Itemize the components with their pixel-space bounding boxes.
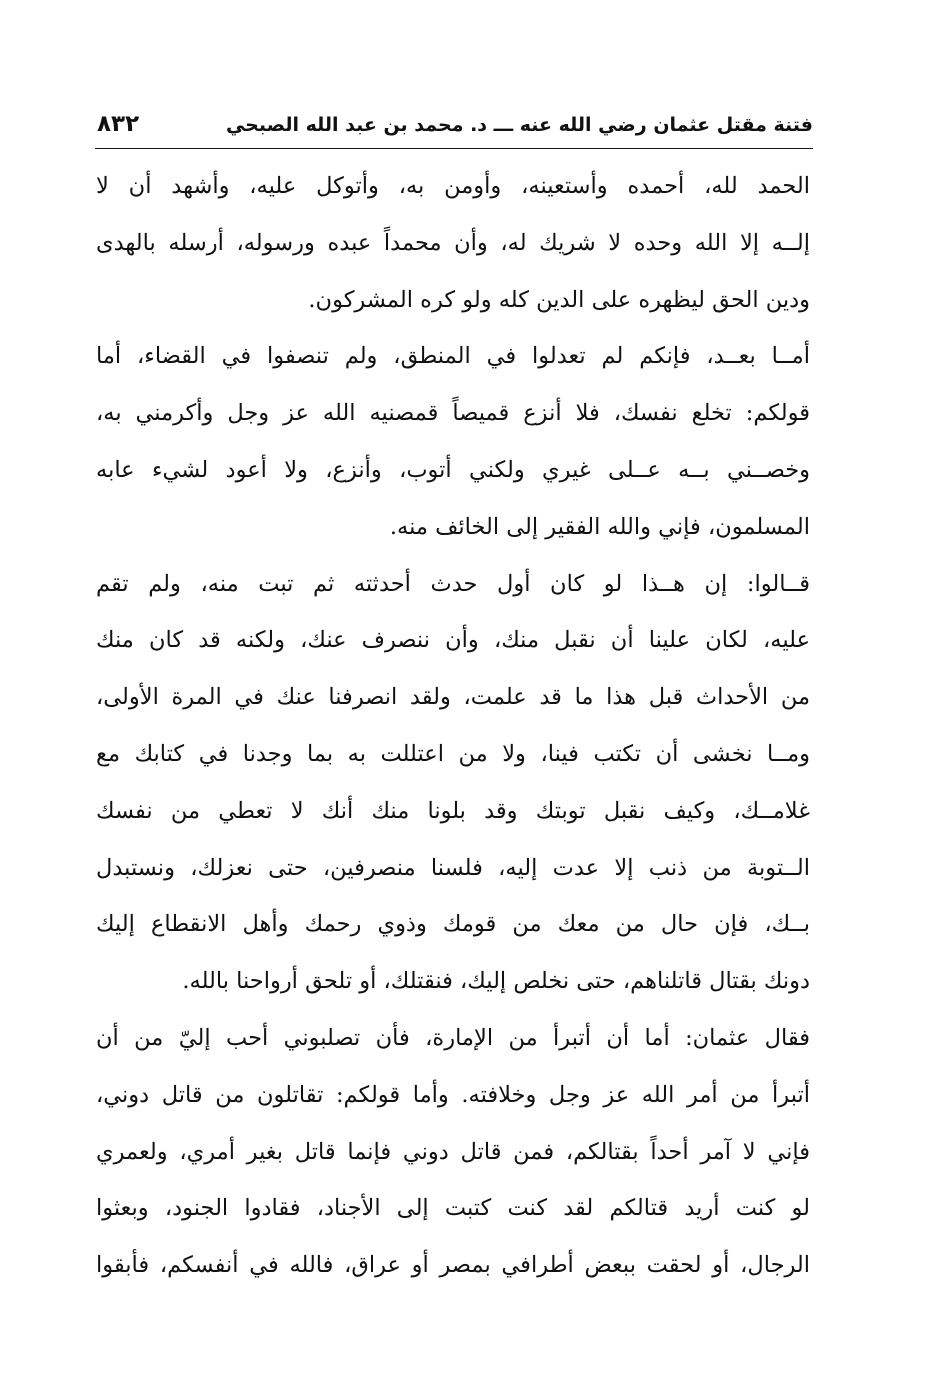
text-line: عليه، لكان علينا أن نقبل منك، وأن ننصرف عنك، ولكنه قد كان منك: [96, 627, 810, 654]
paragraph: [96, 1010, 810, 1294]
text-line: أتبرأ من أمر الله عز وجل وخلافته. وأما قولكم: تقاتلون من قاتل دوني،: [96, 1081, 810, 1108]
text-line: فإني لا آمر أحداً بقتالكم، فمن قاتل دوني فإنما قاتل بغير أمري، ولعمري: [96, 1138, 810, 1165]
page-number: ٨٣٢: [97, 111, 140, 137]
text-line: لو كنت أريد قتالكم لقد كنت كتبت إلى الأجناد، فقادوا الجنود، وبعثوا: [96, 1195, 810, 1222]
text-line: قــالوا: إن هــذا لو كان أول حدث أحدثته ثم تبت منه، ولم تقم: [96, 570, 810, 597]
paragraph: [96, 328, 810, 555]
text-line: فقال عثمان: أما أن أتبرأ من الإمارة، فأن تصلبوني أحب إليّ من أن: [96, 1024, 810, 1051]
text-line: أمــا بعــد، فإنكم لم تعدلوا في المنطق، ولم تنصفوا في القضاء، أما: [96, 343, 810, 370]
text-line: الــتوبة من ذنب إلا عدت إليه، فلسنا منصرفين، حتى نعزلك، ونستبدل: [96, 854, 810, 881]
text-line: بــك، فإن حال من معك من قومك وذوي رحمك وأهل الانقطاع إليك: [96, 911, 810, 938]
text-line: قولكم: تخلع نفسك، فلا أنزع قميصاً قمصنيه الله عز وجل وأكرمني به،: [96, 400, 810, 427]
text-line: من الأحداث قبل هذا ما قد علمت، ولقد انصرفنا عنك في المرة الأولى،: [96, 684, 810, 711]
paragraph: [96, 158, 810, 328]
header-title: فتنة مقتل عثمان رضي الله عنه ـــ د. محمد بن عبد الله الصبحي: [225, 114, 813, 136]
text-line: غلامــك، وكيف نقبل توبتك وقد بلونا منك أنك لا تعطي من نفسك: [96, 797, 810, 824]
text-line: ومــا نخشى أن تكتب فينا، ولا من اعتللت به بما وجدنا في كتابك مع: [96, 740, 810, 767]
text-line: المسلمون، فإني والله الفقير إلى الخائف منه.: [389, 513, 810, 540]
paragraph: [96, 556, 810, 1010]
body-text: [96, 158, 810, 1294]
text-line: الحمد لله، أحمده وأستعينه، وأومن به، وأتوكل عليه، وأشهد أن لا: [96, 173, 810, 199]
text-line: دونك بقتال قاتلناهم، حتى نخلص إليك، فنقتلك، أو تلحق أرواحنا بالله.: [182, 968, 810, 995]
text-line: إلــه إلا الله وحده لا شريك له، وأن محمداً عبده ورسوله، أرسله بالهدى: [96, 229, 810, 256]
text-line: الرجال، أو لحقت ببعض أطرافي بمصر أو عراق، فالله في أنفسكم، فأبقوا: [96, 1252, 810, 1279]
text-line: وخصــني بــه عــلى غيري ولكني أتوب، وأنزع، ولا أعود لشيء عابه: [96, 456, 810, 483]
text-line: ودين الحق ليظهره على الدين كله ولو كره المشركون.: [308, 286, 810, 313]
running-header: [95, 108, 813, 149]
